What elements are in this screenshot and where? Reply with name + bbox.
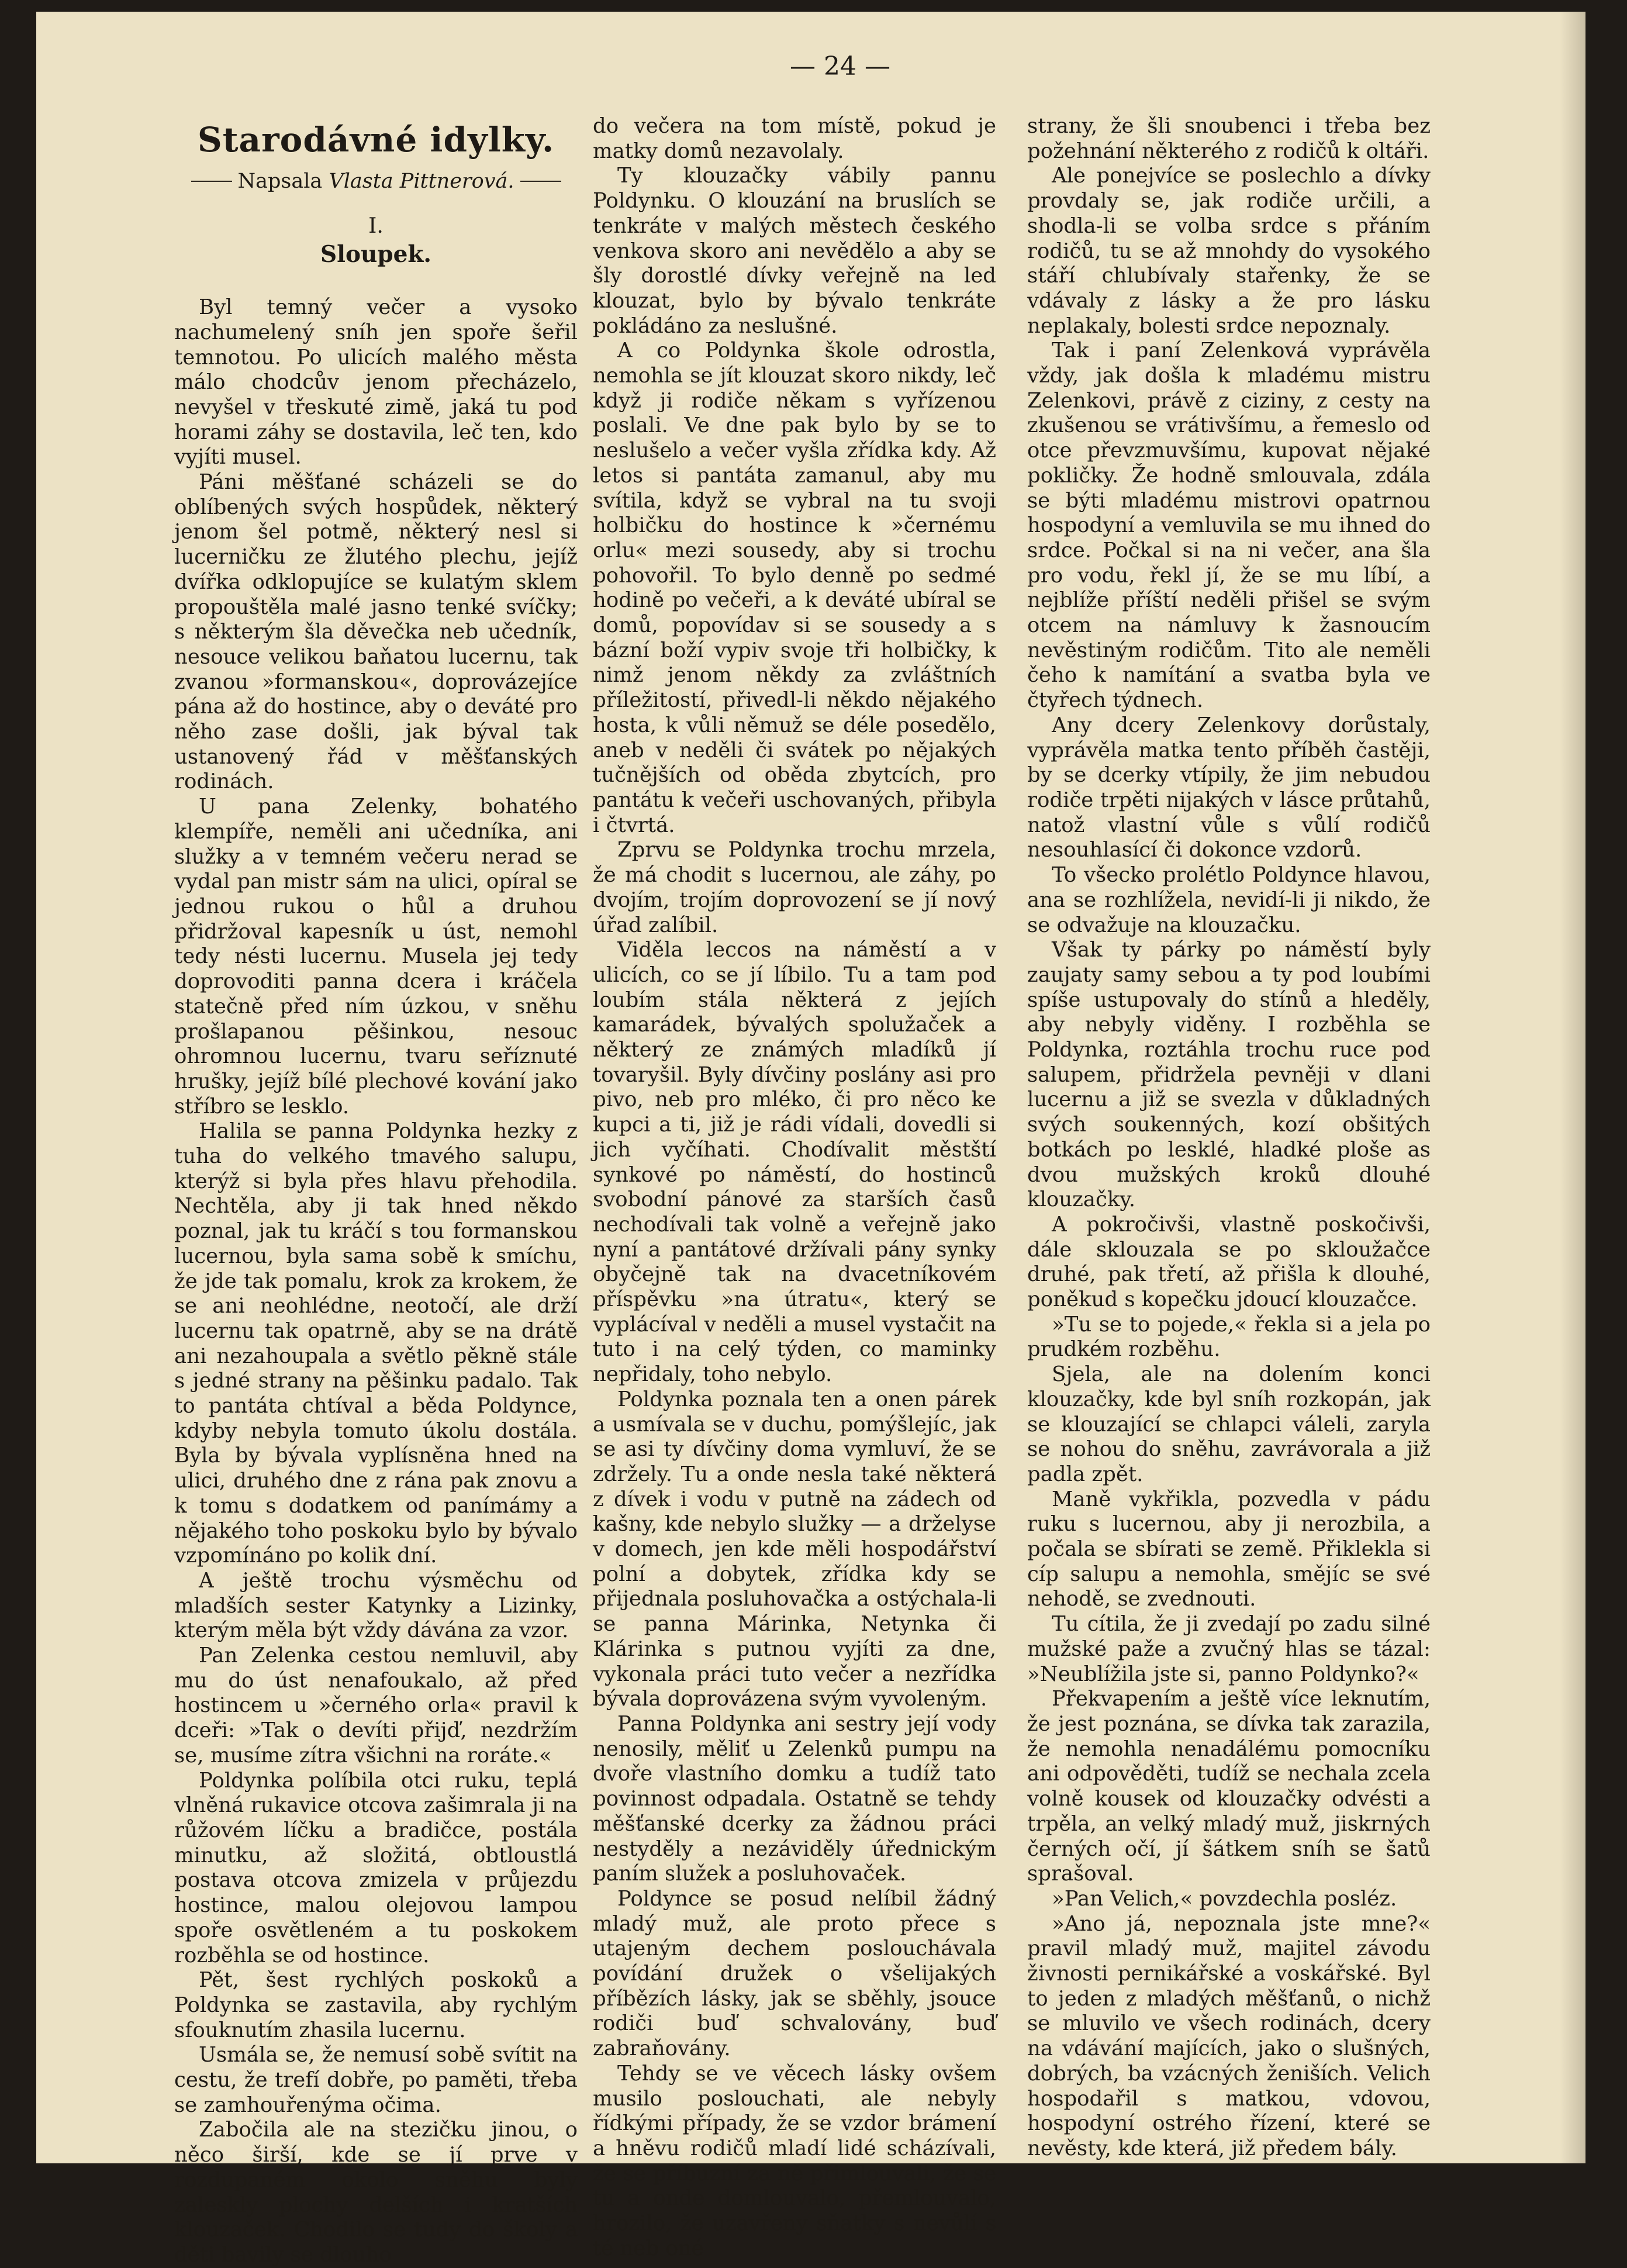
paragraph: Panna Poldynka ani sestry její vody nenosily, měliť u Zelenků pumpu na dvoře vlastního domku a tudíž tato povinnost odpadala. Ostatně se tehdy měšťanské dcerky za žádnou práci nestyděly a nezáviděly úřednickým paním služek a posluhovaček. <box>593 1712 996 1886</box>
paragraph: »Tu se to pojede,« řekla si a jela po prudkém rozběhu. <box>1027 1312 1431 1362</box>
paragraph: To všecko prolétlo Poldynce hlavou, ana se rozhlížela, nevidí-li ji nikdo, že se odvažuje na klouzačku. <box>1027 863 1431 937</box>
paragraph: Tehdy se ve věcech lásky ovšem musilo poslouchati, ale nebyly řídkými případy, že se vzdor brámení a hněvu rodičů mladí lidé scházívali, že se příbuzní za ně přimlouvali, že se tu a onde domlouvalo, přemlouvalo, hrozilo, že uzavřeny sňatky s nevůlí s té neb oné <box>593 2061 996 2260</box>
paragraph: »Pan Velich,« povzdechla posléz. <box>1052 1886 1397 1911</box>
text-column-2 <box>593 114 996 2261</box>
paragraph: A co Poldynka škole odrostla, nemohla se jít klouzat skoro nikdy, leč když ji rodiče někam s vyřízenou poslali. Ve dne pak bylo by se to neslušelo a večer vyšla zřídka kdy. Až letos si pantáta zamanul, aby mu svítila, když se vybral na tu svoji holbičku do hostince k »černému orlu« mezi sousedy, aby si trochu pohovořil. To bylo denně po sedmé hodině po večeři, a k deváté ubíral se domů, popovídav si se sousedy a s bázní boží vypiv svoje tři holbičky, k nimž jenom někdy za zvláštních příležitostí, přivedl-li někdo nějakého hosta, k vůli němuž se déle posedělo, aneb v neděli či svátek po nějakých tučnějších od oběda zbytcích, pro pantátu k večeři uschovaných, přibyla i čtvrtá. <box>593 339 996 837</box>
paragraph: Zabočila ale na stezičku jinou, o něco širší, kde se jí prve v rozdupaném okolo sněhu byly zaleskly plochy delších i kratších klouzaček. Chodilo se tudy do školy a děti bavily se dlouho <box>174 2118 578 2267</box>
paragraph: A ještě trochu výsměchu od mladších sester Katynky a Lizinky, kterým měla být vždy dávána za vzor. <box>174 1568 578 1643</box>
paragraph: Tak i paní Zelenková vyprávěla vždy, jak došla k mladému mistru Zelenkovi, právě z ciziny, z cesty na zkušenou se vrátivšímu, a řemeslo od otce převzmuvšímu, kupovat nějaké pokličky. Že hodně smlouvala, zdála se býti mladému mistrovi opatrnou hospodyní a vemluvila se mu ihned do srdce. Počkal si na ni večer, ana šla pro vodu, řekl jí, že se mu líbí, a nejblíže příští neděli přišel se svým otcem na námluvy k žasnoucím nevěstiným rodičům. Tito ale neměli čeho k namítání a svatba byla ve čtyřech týdnech. <box>1027 339 1431 713</box>
paragraph: Halila se panna Poldynka hezky z tuha do velkého tmavého salupu, kterýž si byla přes hlavu přehodila. Nechtěla, aby ji tak hned někdo poznal, jak tu kráčí s tou formanskou lucernou, byla sama sobě k smíchu, že jde tak pomalu, krok za krokem, že se ani neohlédne, neotočí, ale drží lucernu tak opatrně, aby se na drátě ani nezahoupala a světlo pěkně stále s jedné strany na pěšinku padalo. Tak to pantáta chtíval a běda Poldynce, kdyby nebyla tomuto úkolu dostála. Byla by bývala vyplísněna hned na ulici, druhého dne z rána pak znovu a k tomu s dodatkem od panímámy a nějakého toho poskoku bylo by bývalo vzpomínáno po kolik dní. <box>174 1119 578 1568</box>
byline <box>174 169 578 194</box>
paragraph: Ale ponejvíce se poslechlo a dívky provdaly se, jak rodiče určili, a shodla-li se volba srdce s přáním rodičů, tu se až mnohdy do vysokého stáří chlubívaly stařenky, že se vdávaly z lásky a že pro lásku neplakaly, bolesti srdce nepoznaly. <box>1027 164 1431 338</box>
article-title: Starodávné idylky. <box>197 120 555 160</box>
paragraph: Poldynka poznala ten a onen párek a usmívala se v duchu, pomýšlejíc, jak se asi ty dívčiny doma vymluví, že se zdržely. Tu a onde nesla také některá z dívek i vodu v putně na zádech od kašny, kde nebylo služky — a drželyse v domech, jen kde měli hospodářství polní a dobytek, zřídka kdy se přijednala posluhovačka a ostýchala-li se panna Márinka, Netynka či Klárinka s putnou vyjíti za dne, vykonala práci tuto večer a nezřídka bývala doprovázena svým vyvoleným. <box>593 1387 996 1711</box>
paragraph: Pět, šest rychlých poskoků a Poldynka se zastavila, aby rychlým sfouknutím zhasila lucernu. <box>174 1968 578 2042</box>
paragraph: do večera na tom místě, pokud je matky domů nezavolaly. <box>593 114 996 163</box>
paragraph: Zprvu se Poldynka trochu mrzela, že má chodit s lucernou, ale záhy, po dvojím, trojím doprovození se jí nový úřad zalíbil. <box>593 838 996 937</box>
paragraph: »Ano já, nepoznala jste mne?« pravil mladý muž, majitel závodu živnosti pernikářské a voskářské. Byl to jeden z mladých měšťanů, o nichž se mluvilo ve všech rodinách, dcery na vdávání majících, jako o slušných, dobrých, ba vzácných ženiších. Velich hospodařil s matkou, vdovou, hospodyní ostrého řízení, které se nevěsty, kde která, již předem bály. <box>1027 1911 1431 2160</box>
page-number: — 24 — <box>790 51 890 81</box>
paragraph: Maně vykřikla, pozvedla v pádu ruku s lucernou, aby ji nerozbila, a počala se sbírati se země. Přiklekla si cíp salupu a nemohla, smějíc se své nehodě, se zvednouti. <box>1027 1487 1431 1611</box>
paragraph: Pan Zelenka cestou nemluvil, aby mu do úst nenafoukalo, až před hostincem u »černého orla« pravil k dceři: »Tak o devíti přijď, nezdržím se, musíme zítra všichni na roráte.« <box>174 1644 578 1768</box>
paragraph: Tu cítila, že ji zvedají po zadu silné mužské paže a zvučný hlas se tázal: »Neublížila jste si, panno Poldynko?« <box>1027 1612 1431 1686</box>
byline-rule-left <box>191 181 232 182</box>
text-column-3 <box>1027 114 1431 2162</box>
section-number: I. <box>368 213 384 238</box>
paragraph: Sjela, ale na dolením konci klouzačky, kde byl sníh rozkopán, jak se klouzající se chlapci váleli, zaryla se nohou do sněhu, zavrávorala a již padla zpět. <box>1027 1362 1431 1486</box>
newspaper-page <box>36 12 1585 2267</box>
paragraph: Ty klouzačky vábily pannu Poldynku. O klouzání na bruslích se tenkráte v malých městech českého venkova skoro ani nevědělo a aby se šly dorostlé dívky veřejně na led klouzat, bylo by bývalo tenkráte pokládáno za neslušné. <box>593 164 996 338</box>
paragraph: Viděla leccos na náměstí a v ulicích, co se jí líbilo. Tu a tam pod loubím stála některá z jejích kamarádek, bývalých spolužaček a některý ze známých mladíků jí tovaryšil. Byly dívčiny poslány asi pro pivo, neb pro mléko, či pro něco ke kupci a ti, již je rádi vídali, dovedli si jich vyčíhati. Chodívalit městští synkové po náměstí, do hostinců svobodní pánové za starších časů nechodívali tak volně a veřejně jako nyní a pantátové držívali pány synky obyčejně tak na dvacetníkovém příspěvku »na útratu«, který se vyplácíval v neděli a musel vystačit na tuto i na celý týden, co maminky nepřidaly, toho nebylo. <box>593 938 996 1387</box>
paragraph: Páni měšťané scházeli se do oblíbených svých hospůdek, některý jenom šel potmě, některý nesl si lucerničku ze žlutého plechu, jejíž dvířka odklopujíce se kulatým sklem propouštěla malé jasno tenké svíčky; s některým šla děvečka neb učedník, nesouce velikou baňatou lucernu, tak zvanou »formanskou«, doprovázejíce pána až do hostince, aby o deváté pro něho zase došli, jak býval tak ustanovený řád v měšťanských rodinách. <box>174 470 578 794</box>
paragraph: Poldynce se posud nelíbil žádný mladý muž, ale proto přece s utajeným dechem poslouchávala povídání družek o všelijakých příbězích lásky, jak se sběhly, jsouce rodiči buď schvalovány, buď zabraňovány. <box>593 1886 996 2061</box>
paragraph: strany, že šli snoubenci i třeba bez požehnání některého z rodičů k oltáři. <box>1027 114 1431 163</box>
byline-rule-right <box>520 181 561 182</box>
paragraph: Usmála se, že nemusí sobě svítit na cestu, že trefí dobře, po paměti, třeba se zamhouřenýma očima. <box>174 2043 578 2117</box>
paragraph: Však ty párky po náměstí byly zaujaty samy sebou a ty pod loubími spíše ustupovaly do stínů a hleděly, aby nebyly viděny. I rozběhla se Poldynka, roztáhla trochu ruce pod salupem, přidržela pevněji v dlani lucernu a již se svezla v důkladných svých soukenných, kozí obšitých botkách po lesklé, hladké ploše as dvou mužských kroků dlouhé klouzačky. <box>1027 938 1431 1212</box>
author-name: Vlasta Pittnerová. <box>329 170 514 193</box>
paragraph: A pokročivši, vlastně poskočivši, dále sklouzala se po skloužačce druhé, pak třetí, až přišla k dlouhé, poněkud s kopečku jdoucí klouzačce. <box>1027 1212 1431 1312</box>
section-title: Sloupek. <box>320 241 432 268</box>
paragraph: Překvapením a ještě více leknutím, že jest poznána, se dívka tak zarazila, že nemohla nenadálému pomocníku ani odpověděti, tudíž se nechala zcela volně kousek od klouzačky odvésti a trpěla, an velký mladý muž, jiskrných černých očí, jí šátkem sníh se šatů sprašoval. <box>1027 1687 1431 1886</box>
paragraph: Poldynka políbila otci ruku, teplá vlněná rukavice otcova zašimrala ji na růžovém líčku a bradičce, postála minutku, až složitá, obtloustlá postava otcova zmizela v průjezdu hostince, malou olejovou lampou spoře osvětleném a tu poskokem rozběhla se od hostince. <box>174 1768 578 1967</box>
text-column-1 <box>174 114 578 2268</box>
paragraph: U pana Zelenky, bohatého klempíře, neměli ani učedníka, ani služky a v temném večeru nerad se vydal pan mistr sám na ulici, opíral se jednou rukou o hůl a druhou přidržoval kapesník u úst, nemohl tedy nésti lucernu. Musela jej tedy doprovoditi panna dcera i kráčela statečně před ním úzkou, v sněhu prošlapanou pěšinkou, nesouc ohromnou lucernu, tvaru seříznuté hrušky, jejíž bílé plechové kování jako stříbro se lesklo. <box>174 795 578 1119</box>
paragraph: Any dcery Zelenkovy dorůstaly, vyprávěla matka tento příběh častěji, by se dcerky vtípily, že jim nebudou rodiče trpěti nijakých v lásce průtahů, natož vlastní vůle s vůlí rodičů nesouhlasící či dokonce vzdorů. <box>1027 713 1431 862</box>
paragraph: Byl temný večer a vysoko nachumelený sníh jen spoře šeřil temnotou. Po ulicích malého města málo chodcův jenom přecházelo, nevyšel v třeskuté zimě, jaká tu pod horami záhy se dostavila, leč ten, kdo vyjíti musel. <box>174 295 578 470</box>
byline-prefix: Napsala <box>237 170 323 193</box>
